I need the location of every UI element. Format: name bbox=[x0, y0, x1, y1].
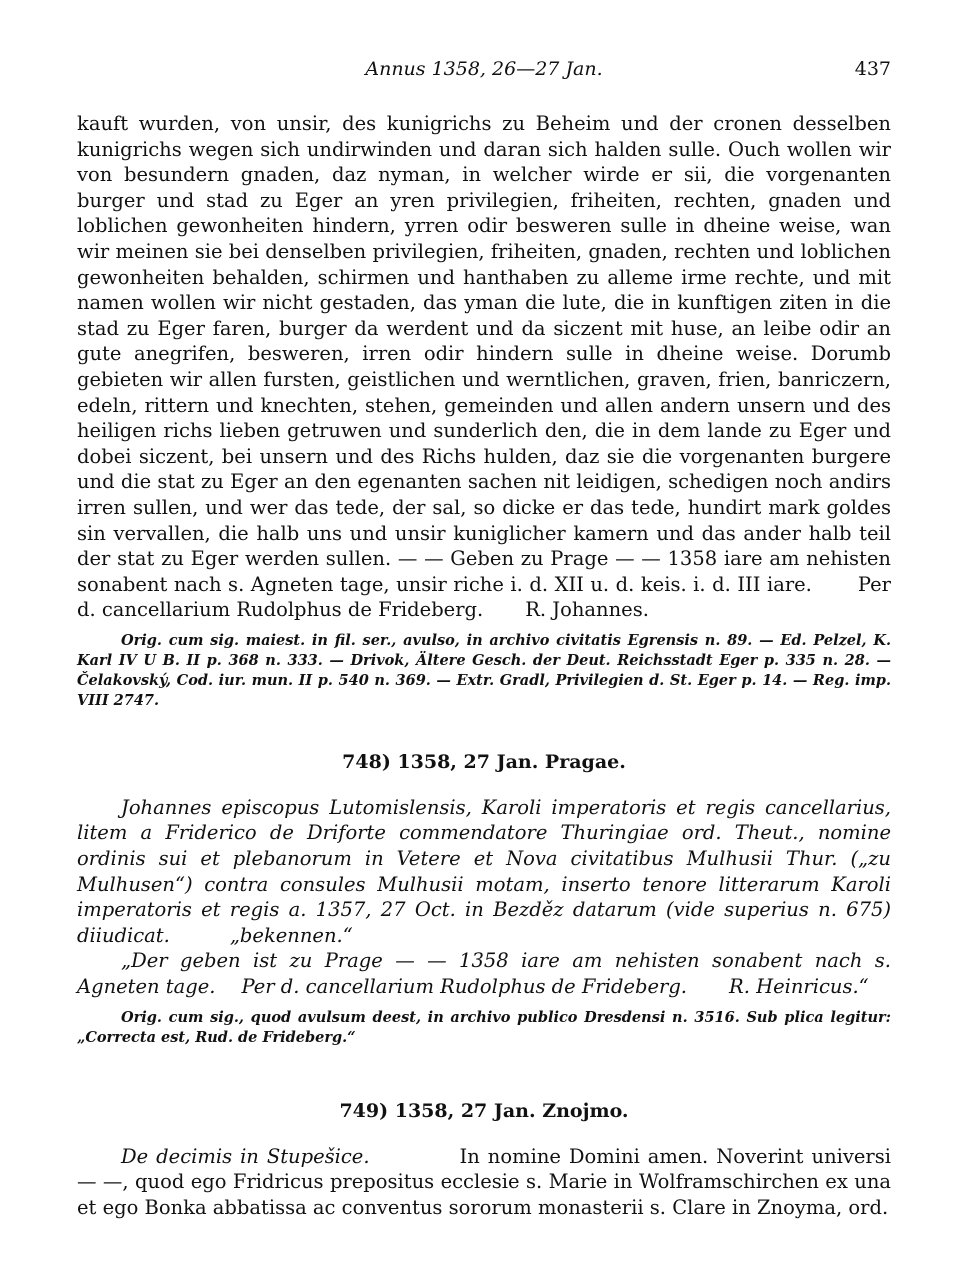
page-header bbox=[77, 58, 891, 90]
carryover-sig-scribe: R. Johannes. bbox=[525, 598, 649, 622]
entry-748-regest bbox=[77, 795, 891, 949]
entry-749-text-start: In nomine Domini amen. Noverint universi — —, quod ego Fridricus prepositus ecclesie s. Marie in Wolframschirchen ex una et ego Bonka abbatissa ac conventus sororum monasterii s. Clare in Znoyma, ord. bbox=[77, 1144, 891, 1219]
page-number: 437 bbox=[854, 58, 891, 80]
entry-748-datum bbox=[77, 948, 891, 999]
running-title: Annus 1358, 26—27 Jan. bbox=[365, 58, 603, 80]
carryover-sig-chancery: Per d. cancellarium Rudolphus de Frideberg. bbox=[77, 572, 891, 622]
carryover-body: kauft wurden, von unsir, des kunigrichs zu Beheim und der cronen desselben kunigrichs wegen sich undirwinden und daran sich halden sulle. Ouch wollen wir von besundern gnaden, daz nyman, in welcher wirde er sii, die vorgenanten burger und stad zu Eger an yren privilegien, friheiten, rechten, gnaden und loblichen gewonheiten hindern, yrren odir besweren sulle in dheine weise, wan wir meinen sie bei denselben privilegien, friheiten, gnaden, rechten und loblichen gewonheiten behalden, schirmen und hanthaben zu alleme irme rechte, und mit namen wollen wir nicht gestaden, das yman die lute, die in kunftigen ziten in die stad zu Eger faren, burger da werdent und da siczent mit huse, an leibe odir an gute anegrifen, besweren, irren odir hindern sulle in dheine weise. Dorumb gebieten wir allen fursten, geistlichen und werntlichen, graven, frien, banriczern, edeln, rittern und knechten, stehen, gemeinden und allen andern unsern und des heiligen richs lieben getruwen und sunderlich den, die in dem lande zu Eger und dobei siczent, bei unsern und des Richs hulden, daz sie die vorgenanten burgere und die stat zu Eger an den egenanten sachen nit leidigen, schedigen noch andirs irren sullen, und wer das tede, der sal, so dicke er das tede, hundirt mark goldes sin vervallen, die halb uns und unsir kuniglicher kamern und das ander halb teil der stat zu Eger werden sullen. — — Geben zu Prage — — 1358 iare am nehisten sonabent nach s. Agneten tage, unsir riche i. d. XII u. d. keis. i. d. III iare. bbox=[77, 112, 891, 596]
carryover-text bbox=[77, 111, 891, 623]
entry-748-source-note: Orig. cum sig., quod avulsum deest, in archivo publico Dresdensi n. 3516. Sub plica legitur: „Correcta est, Rud. de Frideberg.“ bbox=[77, 1008, 891, 1046]
document-page bbox=[77, 58, 891, 1220]
entry-748-sig-chancery: Per d. cancellarium Rudolphus de Frideberg. bbox=[241, 975, 688, 999]
entry-748-incipit: „bekennen.“ bbox=[229, 923, 353, 947]
entry-748-regest-text: Johannes episcopus Lutomislensis, Karoli imperatoris et regis cancellarius, litem a Friderico de Driforte commendatore Thuringiae ord. Theut., nomine ordinis sui et plebanorum in Vetere et Nova civitatibus Mulhusii Thur. („zu Mulhusen“) contra consules Mulhusii motam, inserto tenore litterarum Karoli imperatoris et regis a. 1357, 27 Oct. in Bezděz datarum (vide superius n. 675) diiudicat. bbox=[77, 795, 891, 947]
entry-749-text bbox=[77, 1144, 891, 1221]
carryover-source-note: Orig. cum sig. maiest. in fil. ser., avulso, in archivo civitatis Egrensis n. 89. — Ed. Pelzel, K. Karl IV U B. II p. 368 n. 333. — Drivok, Ältere Gesch. der Deut. Reichsstadt Eger p. 335 n. 28. — Čelakovský, Cod. iur. mun. II p. 540 n. 369. — Extr. Gradl, Privilegien d. St. Eger p. 14. — Reg. imp. VIII 2747. bbox=[77, 631, 891, 709]
entry-749-heading: 749) 1358, 27 Jan. Znojmo. bbox=[339, 1099, 629, 1122]
entry-749-regest: De decimis in Stupešice. bbox=[121, 1144, 370, 1168]
entry-748-heading: 748) 1358, 27 Jan. Pragae. bbox=[342, 750, 626, 773]
entry-748-datum-text: „Der geben ist zu Prage — — 1358 iare am nehisten sonabent nach s. Agneten tage. bbox=[77, 949, 891, 999]
entry-748-sig-scribe: R. Heinricus.“ bbox=[729, 975, 869, 999]
